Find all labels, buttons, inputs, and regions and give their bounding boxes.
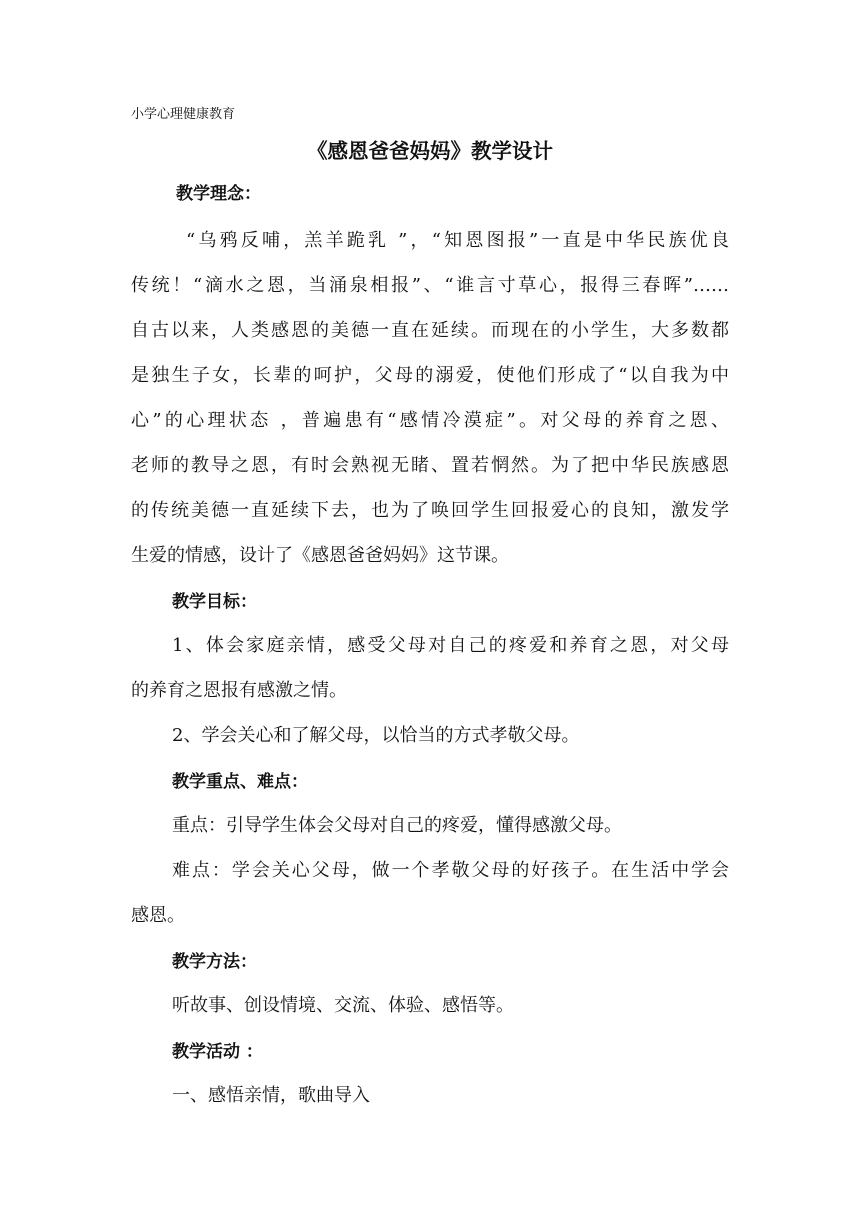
concept-line-8: 生爱的情感，设计了《感恩爸爸妈妈》这节课。 [131,545,509,566]
goal-line-2: 的养育之恩报有感激之情。 [131,680,347,701]
concept-line-5: 心”的心理状态 ，普遍患有“感情冷漠症”。对父母的养育之恩、 [131,410,729,431]
key-point-line-3: 感恩。 [131,905,185,926]
heading-teaching-concept: 教学理念： [176,184,261,204]
heading-key-points: 教学重点、难点： [172,772,308,792]
goal-line-3: 2、学会关心和了解父母，以恰当的方式孝敬父母。 [172,725,580,746]
document-title: 《感恩爸爸妈妈》教学设计 [307,139,553,163]
heading-teaching-methods: 教学方法： [172,952,257,972]
header-label: 小学心理健康教育 [131,107,236,122]
goal-line-1: 1、体会家庭亲情，感受父母对自己的疼爱和养育之恩，对父母 [172,635,729,656]
concept-line-4: 是独生子女，长辈的呵护，父母的溺爱，使他们形成了“以自我为中 [131,365,729,386]
heading-teaching-activities: 教学活动 ： [172,1042,263,1062]
key-point-line-1: 重点：引导学生体会父母对自己的疼爱，懂得感激父母。 [172,815,622,836]
concept-line-2: 传统！“滴水之恩，当涌泉相报”、“谁言寸草心，报得三春晖”…… [131,275,729,296]
heading-teaching-goals: 教学目标： [172,592,257,612]
concept-line-1: “乌鸦反哺，羔羊跪乳 ”，“知恩图报”一直是中华民族优良 [186,230,729,251]
concept-line-7: 的传统美德一直延续下去，也为了唤回学生回报爱心的良知，激发学 [131,500,729,521]
activities-line-1: 一、感悟亲情，歌曲导入 [172,1085,370,1106]
concept-line-6: 老师的教导之恩，有时会熟视无睹、置若惘然。为了把中华民族感恩 [131,455,729,476]
key-point-line-2: 难点：学会关心父母，做一个孝敬父母的好孩子。在生活中学会 [172,860,729,881]
methods-line-1: 听故事、创设情境、交流、体验、感悟等。 [172,995,514,1016]
concept-line-3: 自古以来，人类感恩的美德一直在延续。而现在的小学生，大多数都 [131,320,729,341]
